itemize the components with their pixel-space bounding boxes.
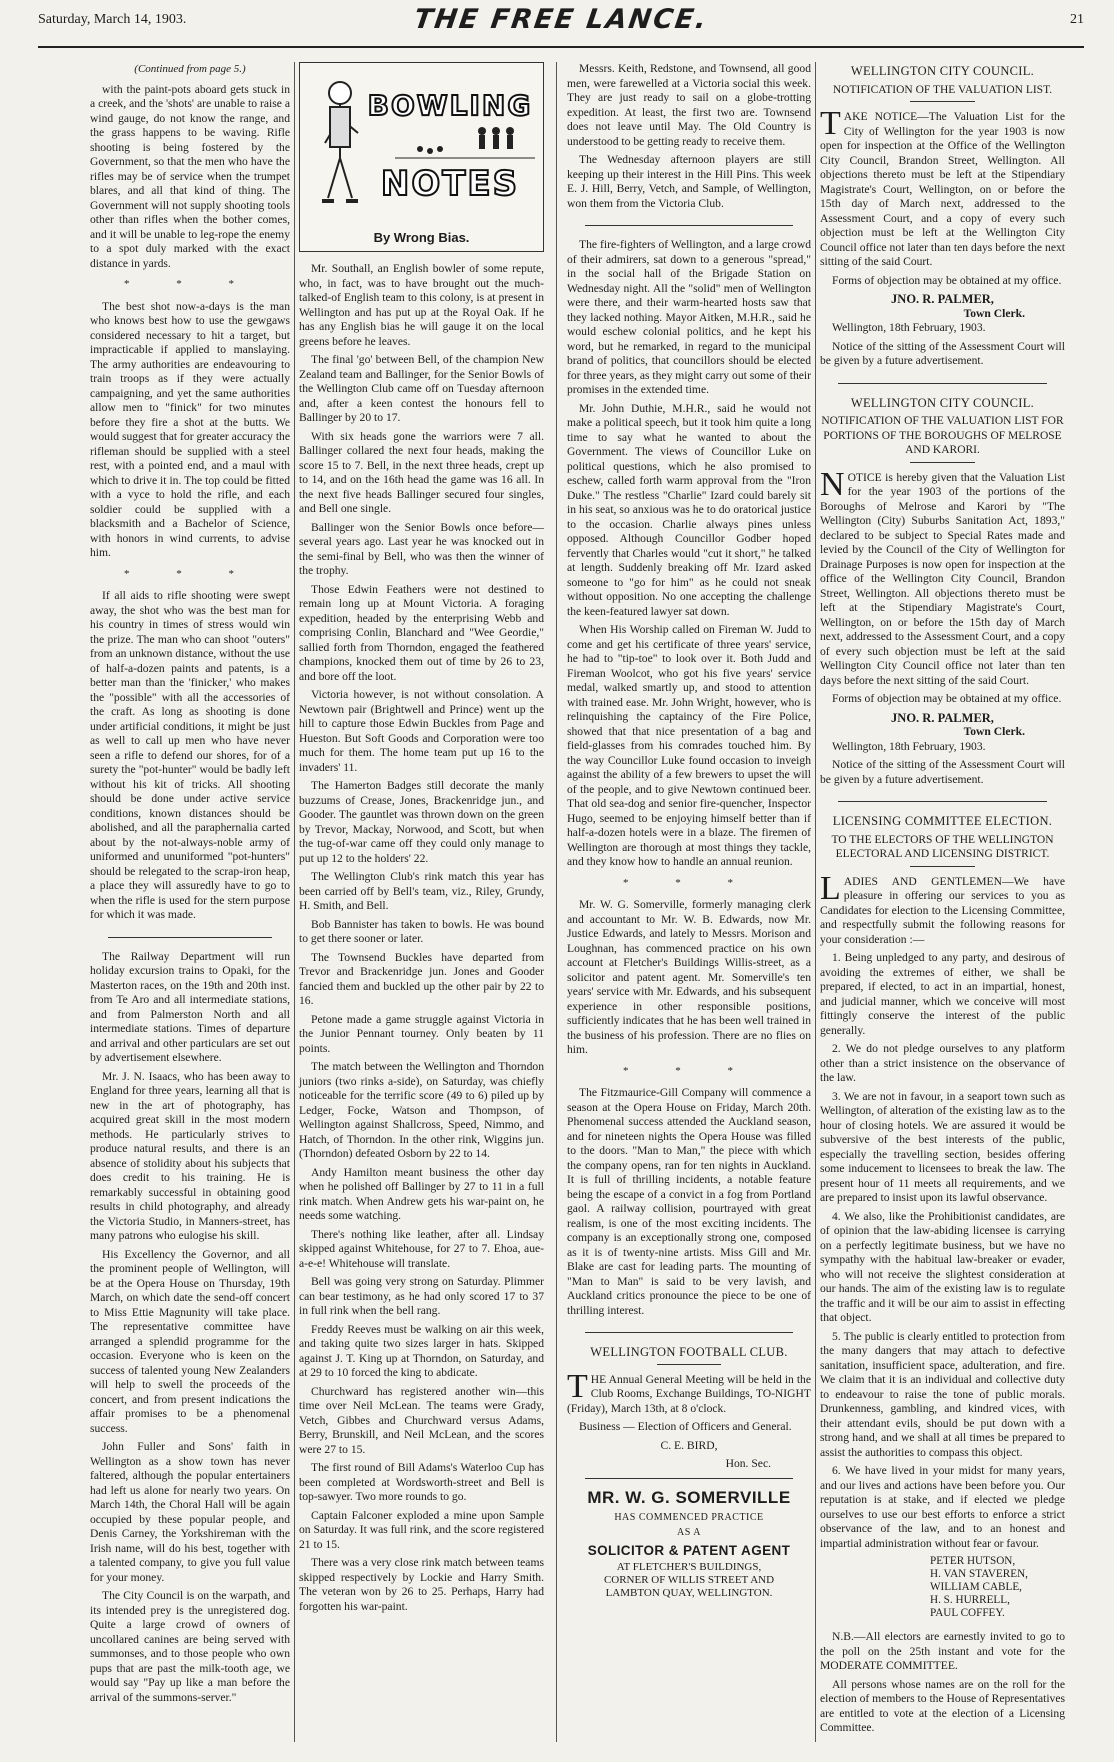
notice1-org: WELLINGTON CITY COUNCIL. <box>850 64 1035 78</box>
election-point: 1. Being unpledged to any party, and desirous of avoiding the extremes of either, we shall be prepared, if elected, to act in an impartial, honest, and judicial manner, which we conceive will most fittingly conserve the interest of the public generally. <box>820 951 1065 1037</box>
football-business: Business — Election of Officers and General. <box>579 1420 792 1433</box>
election-nb: N.B.—All electors are earnestly invited to go to the poll on the 25th instant and vote for the MODERATE COMMITTEE. <box>820 1630 1065 1672</box>
ad-address-3: LAMBTON QUAY, WELLINGTON. <box>605 1586 773 1599</box>
notice2-title: NOTIFICATION OF THE VALUATION LIST FOR PORTIONS OF THE BOROUGHS OF MELROSE AND KARORI. <box>821 415 1064 456</box>
dropcap: T <box>567 1367 588 1405</box>
article-separator <box>585 1478 793 1479</box>
column-3 <box>567 62 811 1600</box>
article-paragraph: Bob Bannister has taken to bowls. He was bound to get there sooner or later. <box>299 917 544 945</box>
column-1 <box>90 62 290 1709</box>
column-4 <box>820 62 1065 1740</box>
issue-date: Saturday, March 14, 1903. <box>38 12 187 27</box>
article-paragraph: Ballinger won the Senior Bowls once before—several years ago. Last year he was knocked out in the semi-final by Bell, who was then the winner of the trophy. <box>299 520 544 577</box>
article-paragraph: Freddy Reeves must be walking on air this week, and taking quite two sizes larger in hats. Skipped against J. T. King up at Thorndon, on Saturday, and at 29 to 10 forced the king to abdicate. <box>299 1322 544 1379</box>
election-intro <box>820 869 1065 948</box>
heading-rule <box>910 101 975 102</box>
paper-name: THE FREE LANCE. <box>412 4 710 35</box>
ad-name: MR. W. G. SOMERVILLE <box>587 1487 791 1507</box>
article-paragraph: The Townsend Buckles have departed from Trevor and Brackenridge jun. Jones and Gooder fancied them and buckled up the other pair by 22 to 16. <box>299 950 544 1007</box>
notice2-footer: Notice of the sitting of the Assessment Court will be given by a future advertisement. <box>820 758 1065 786</box>
notice2-body-text: OTICE is hereby given that the Valuation List for the year 1903 of the portions of the Boroughs of Melrose and Karori by "The Wellington (City) Suburbs Sanitation Act, 1893," declared to be subject to Special Rates made and levied by the Council of the City of Wellington for Drainage Purposes is now open for inspection at the office of the Wellington City Council, Brandon Street, Wellington. All objections thereto must be left at the Stipendiary Magistrate's Court, Wellington, on or before the 15th day of March next, addressed to the Assessment Court, and a copy of every such objection must be left at the said Wellington City Council office not later than ten days before the next sitting of the said Court. <box>820 470 1065 687</box>
article-paragraph: Those Edwin Feathers were not destined to remain long up at Mount Victoria. A foraging expedition, headed by the enterprising Webb and comprising Conlin, Blanchard and "Wee Geordie," sallied forth from Thorndon, engaged the feathered champions, knocked them out of time by 26 to 23, and bore off the loot. <box>299 582 544 683</box>
election-point: 5. The public is clearly entitled to protection from the many dangers that may attach to defective sanitation, insufficient space, adulteration, and fire. We claim that it is an individual and collective duty to endeavour to raise the tone of public morals. Drunkenness, gambling, and kindred vices, with their attendant evils, should be put down with a strong hand, and we shall at all times be prepared to assist the authorities to compass this object. <box>820 1329 1065 1459</box>
article-paragraph: Bell was going very strong on Saturday. Plimmer can bear testimony, as he had only scored 17 to 37 in full rink when the bell rang. <box>299 1275 544 1317</box>
article-paragraph: Captain Falconer exploded a mine upon Sample on Saturday. It was full rink, and the score registered 21 to 15. <box>299 1508 544 1551</box>
signer-name: H. S. HURRELL, <box>930 1594 1010 1606</box>
byline: By Wrong Bias. <box>373 229 470 245</box>
article-paragraph: Andy Hamilton meant business the other day when he polished off Ballinger by 27 to 11 in a full rink match. When Andrew gets his war-paint on, he needs some watching. <box>299 1165 544 1222</box>
article-separator <box>585 1332 793 1333</box>
football-notice-body: HE Annual General Meeting will be held in the Club Rooms, Exchange Buildings, TO-NIGHT (Friday), March 13th, at 8 o'clock. <box>567 1372 811 1415</box>
article-paragraph: If all aids to rifle shooting were swept away, the shot who was the best man for his country in times of stress would win the prize. The man who can shoot "outers" from an unknown distance, without the use of half-a-dozen paints and patents, is a better man than the 'finicker,' who makes the "possible" with all the accessories of the craft. As long as shooting is done under artificial conditions, it might be just as well to call up men who have never seen a rifle to defend our shores, for of a surety the "pot-hunter" would be badly left without his kit of tricks. All shooting should be done under active service conditions, known distances should be abolished, and all the paraphernalia carted about by the not-always-noble army of uniformed and ununiformed "pot-hunters" should be relegated to the scrap-iron heap, a place they will assuredly have to go to when the rifle is used for the stern purpose for which it was made. <box>90 589 290 921</box>
article-paragraph: When His Worship called on Fireman W. Judd to come and get his certificate of three years' service, he had to "tip-toe" to look over it. Both Judd and Fireman Woolcot, who got his five years' service medal, walked smartly up, and stood to attention with trained ease. Mr. John Wright, however, who is relinquishing the captaincy of the Fire Police, showed that that nice presentation of a bag and field-glasses from his comrades touched him. By the way Councillor Luke found occasion to inveigh against the ability of a few brewers to upset the will of the people, and to give Newtown continued beer. That old sea-dog and senior fire-quencher, Inspector Hugo, seemed to be enjoying himself better than if half-a-dozen hotels were in a blaze. The firemen of Wellington are thorough at most things they tackle, and they know how to handle an annual reunion. <box>567 623 811 868</box>
signer-name: PETER HUTSON, <box>930 1555 1016 1567</box>
page-number: 21 <box>1070 12 1084 27</box>
dropcap: N <box>820 465 845 503</box>
article-paragraph: John Fuller and Sons' faith in Wellington as a show town has never faltered, although the popular entertainers had left us alone for nearly two years. On March 14th, the Choral Hall will be again occupied by these popular people, and Denis Carney, the Yorkshireman with the Irish name, will do his best, together with a talented company, to give you full value for your money. <box>90 1440 290 1584</box>
notice2-forms: Forms of objection may be obtained at my office. <box>832 692 1062 705</box>
article-paragraph: The City Council is on the warpath, and its intended prey is the unregistered dog. Quite a large crowd of owners of uncollared canines are being served with summonses, and to those people who own pups that are past the milk-tooth age, we would say "Pay up like a man before the arrival of the summons-server." <box>90 1589 290 1704</box>
column-divider <box>556 62 557 1742</box>
election-point: 4. We also, like the Prohibitionist candidates, are of opinion that the law-abiding licensee is carrying on a perfectly legitimate business, but we have no sympathy with the habitual law-breaker or evader, who will not receive the slightest consideration at our hands. The aim of the existing law is to regulate the traffic and it will be our aim to assist in effecting that object. <box>820 1209 1065 1324</box>
heading-rule <box>657 1364 721 1365</box>
section-stars: * * * <box>623 876 755 889</box>
signer-name: PAUL COFFEY. <box>930 1607 1005 1619</box>
dropcap: L <box>820 869 841 907</box>
signer-name: H. VAN STAVEREN, <box>930 1568 1028 1580</box>
article-paragraph: The match between the Wellington and Thorndon juniors (two rinks a-side), on Saturday, was chiefly noticeable for the terrific score (49 to 6) piled up by Ledger, Focke, Watson and Thompson, of Wellington against Shallcross, Speed, Nimmo, and Hatch, of Thorndon. In the other rink, Wiggins jun. (Thorndon) defeated Osborn by 22 to 14. <box>299 1060 544 1160</box>
football-notice <box>567 1367 811 1417</box>
notice2-date: Wellington, 18th February, 1903. <box>832 739 986 753</box>
election-title: LICENSING COMMITTEE ELECTION. <box>832 814 1053 828</box>
notice2-body <box>820 465 1065 689</box>
notice1-signer-role: Town Clerk. <box>963 306 1025 320</box>
ad-line2: AS A <box>677 1526 701 1538</box>
article-paragraph: The fire-fighters of Wellington, and a large crowd of their admirers, sat down to a generous "spread," in the social hall of the Brigade Station on Wednesday night. All the "solid" men of Wellington were there, and their warm-hearted hosts saw that they lacked nothing. Mayor Aitken, M.H.R., said he would eschew colonial politics, and he kept his word, but he remarked, in regard to the municipal brand of politics, that councillors should be elected for three years, as they might carry out some of their promises in the extended time. <box>567 238 811 396</box>
masthead <box>38 4 1084 38</box>
section-stars: * * * <box>124 567 256 580</box>
article-paragraph: Messrs. Keith, Redstone, and Townsend, all good men, were farewelled at a Victoria social this week. They are just ready to sail on a globe-trotting expedition. At least, the first two are. Townsend does not leave until May. The Old Country is understood to be getting ready to receive them. <box>567 62 811 148</box>
section-stars: * * * <box>623 1064 755 1077</box>
article-paragraph: There's nothing like leather, after all. Lindsay skipped against Whitehouse, for 27 to 7. Ehoa, aue-a-e-e! Whitehouse will translate. <box>299 1227 544 1270</box>
notice1-body <box>820 105 1065 270</box>
article-separator <box>585 225 793 226</box>
banner-title-bottom: NOTES <box>380 164 520 204</box>
article-paragraph: The Fitzmaurice-Gill Company will commence a season at the Opera House on Friday, March 20th. Phenomenal success attended the Auckland season, and for nineteen nights the Opera House was filled to the doors. "Man to Man," the piece with which the company opens, ran for ten nights in Auckland. It is full of thrilling incidents, a notable feature being the escape of a convict in a fog from Portland gaol. A railway collision, pourtrayed with great realism, is one of the most exciting incidents. The company is an exceptionally strong one, composed as it is of twenty-nine artists. Miss Gill and Mr. Blake are cast for leading parts. The mounting of "Man to Man" is said to be very lavish, and Auckland critics pronounce the piece to be one of thrilling interest. <box>567 1086 811 1317</box>
column-divider <box>294 62 295 1742</box>
article-paragraph: Churchward has registered another win—this time over Neil McLean. The teams were Grady, Vetch, Gibbes and Churchward versus Adams, Berry, Brunskill, and Neil McLean, and the scores were 27 to 15. <box>299 1384 544 1456</box>
notice2-signer: JNO. R. PALMER, <box>891 710 994 725</box>
article-paragraph: Victoria however, is not without consolation. A Newtown pair (Brightwell and Prince) went up the hill to capture those Edwin Buckles from Page and Hueston. But Soft Goods and Corporation were too much for them. The home team put up 16 to the invaders' 11. <box>299 688 544 774</box>
notice2-org: WELLINGTON CITY COUNCIL. <box>850 395 1035 410</box>
article-paragraph: Mr. W. G. Somerville, formerly managing clerk and accountant to Mr. W. B. Edwards, now Mr. Justice Edwards, and lately to Messrs. Morison and Loughnan, has commenced practice on his own account at Fletcher's Buildings Willis-street, as a solicitor and patent agent. Mr. Somerville's ten years' service with Mr. Edwards, and his subsequent experience in other responsible positions, sufficiently indicates that he has been well trained in the business of his profession. There are no flies on him. <box>567 898 811 1056</box>
article-paragraph: The final 'go' between Bell, of the champion New Zealand team and Ballinger, for the Senior Bowls of the Wellington Club came off on Tuesday afternoon and, after a keen contest the honours fell to Ballinger by 20 to 17. <box>299 353 544 424</box>
article-paragraph: With six heads gone the warriors were 7 all. Ballinger collared the next four heads, making the score 15 to 7. Bell, in the next three heads, crept up to 14, and on the 16th head the game was 16 all. In the next five heads Ballinger secured four singles, and Bell one single. <box>299 429 544 515</box>
article-separator <box>108 937 272 938</box>
column-divider <box>815 62 816 1742</box>
ad-line1: HAS COMMENCED PRACTICE <box>614 1512 764 1523</box>
ad-address-2: CORNER OF WILLIS STREET AND <box>603 1573 775 1586</box>
article-paragraph: There was a very close rink match between teams skipped respectively by Lockie and Harry Smith. The veteran won by 26 to 25. Perhaps, Harry had forgotten his war-paint. <box>299 1556 544 1613</box>
section-stars: * * * <box>124 278 256 290</box>
notice1-forms: Forms of objection may be obtained at my office. <box>832 273 1062 287</box>
notice1-title: NOTIFICATION OF THE VALUATION LIST. <box>832 83 1053 96</box>
ad-profession: SOLICITOR & PATENT AGENT <box>587 1543 791 1558</box>
dropcap: T <box>820 105 841 142</box>
continued-note: (Continued from page 5.) <box>134 63 246 75</box>
football-signer: C. E. BIRD, <box>660 1438 718 1452</box>
article-separator <box>838 801 1047 802</box>
heading-rule <box>910 462 975 463</box>
article-paragraph: The Wellington Club's rink match this year has been carried off by Bell's team, viz., Riley, Grundy, H. Smith, and Bell. <box>299 870 544 912</box>
notice1-date: Wellington, 18th February, 1903. <box>832 321 986 334</box>
election-point: 2. We do not pledge ourselves to any platform other than a strict insistence on the observance of the law. <box>820 1042 1065 1084</box>
notice1-footer: Notice of the sitting of the Assessment Court will be given by a future advertisement. <box>820 339 1065 367</box>
notice2-signer-role: Town Clerk. <box>963 725 1025 738</box>
article-paragraph: The Railway Department will run holiday excursion trains to Opaki, for the Masterton races, on the 19th and 20th inst. from Te Aro and all intermediate stations, and from Palmerston North and all intermediate stations. Times of departure and arrival and other particulars are set out by advertisement elsewhere. <box>90 949 290 1064</box>
column-2 <box>299 62 544 1618</box>
election-nb2: All persons whose names are on the roll for the election of members to the House of Representatives are entitled to vote at the election of a Licensing Committee. <box>820 1677 1066 1734</box>
signer-name: WILLIAM CABLE, <box>930 1581 1022 1593</box>
article-paragraph: His Excellency the Governor, and all the prominent people of Wellington, will be at the Opera House on Thursday, 19th March, on which date the send-off concert to Miss Ettie Magnunity will take place. The representative committee have arranged a splendid programme for the occasion. Everyone who is keen on the success of talented young New Zealanders will help to swell the proceeds of the concert, and from present indications the affair promises to be a phenomenal success. <box>90 1247 290 1435</box>
article-paragraph: with the paint-pots aboard gets stuck in a creek, and the 'shots' are unable to raise a wind gauge, do not know the range, and the grass happens to be waving. Rifle shooting is being fostered by the Government, so that the men who have the rifles may be of service when the trumpet blares, and all that kind of thing. The Government will not supply shooting tools other than rifles when the bother comes, and it will be unable to leg-rope the enemy to a spot duly marked with the exact distance in yards. <box>90 82 290 270</box>
bowling-illustration <box>300 63 544 252</box>
notice1-signer: JNO. R. PALMER, <box>891 292 994 306</box>
election-point: 3. We are not in favour, in a seaport town such as Wellington, of alteration of the existing law as to the hour of closing hotels. We are assured it would be subversive of the best interests of the public, especially the travelling section, besides offering some inducement to licensees to break the law. The present hour of 11 meets all requirements, and we are prepared to insist upon its lawful observance. <box>820 1089 1065 1204</box>
article-paragraph: Mr. John Duthie, M.H.R., said he would not make a political speech, but it took him quite a long time to say what he wanted to about the Government. The views of Councillor Luke on political questions, which he also promised to eschew, called forth warm approval from the "Iron Duke." The restless "Charlie" Izard could barely sit in his seat, so anxious was he to do oratorical justice to the occasion. Charlie always pines unless opposed. Although Councillor Godber hoped fervently that Charles would "cut it short," he talked at length. Suddenly breaking off Mr. Izard asked someone to "go for him" as he could not sneak without opposition. No one accepting the challenge the keen-featured lawyer sat down. <box>567 401 811 618</box>
football-signer-role: Hon. Sec. <box>725 1457 771 1470</box>
article-separator <box>838 383 1047 384</box>
article-paragraph: Mr. Southall, an English bowler of some repute, who, in fact, was to have brought out the much-talked-of English team to this colony, is at present in Wellington and has put up at the Royal Oak. If he has any English bias he will gauge it on the local greens before he leaves. <box>299 262 544 348</box>
election-point: 6. We have lived in your midst for many years, and our lives and actions have been before you. Our reputation is at stake, and if elected we pledge ourselves to use our best efforts to enforce a strict observance of the law, and to an honest and impartial administration without fear or favour. <box>820 1464 1065 1550</box>
election-intro-text: ADIES AND GENTLEMEN—We have pleasure in offering our services to you as Candidates for election to the Licensing Committee, and respectfully submit the following reasons for your consideration :— <box>820 874 1065 946</box>
article-paragraph: Petone made a game struggle against Victoria in the Junior Pennant tourney. Only beaten by 11 points. <box>299 1012 544 1055</box>
heading-rule <box>910 866 975 867</box>
election-signers <box>930 1555 1065 1620</box>
article-paragraph: The first round of Bill Adams's Waterloo Cup has been completed at Wordsworth-street and Bell is top-sawyer. Two more rounds to go. <box>299 1461 544 1503</box>
football-club-title: WELLINGTON FOOTBALL CLUB. <box>590 1345 788 1359</box>
banner-title-top: BOWLING <box>367 89 533 122</box>
article-paragraph: The Wednesday afternoon players are still keeping up their interest in the Hill Pins. This week E. J. Hill, Berry, Vetch, and Sample, of Wellington, won them from the Victoria Club. <box>567 153 811 210</box>
article-paragraph: Mr. J. N. Isaacs, who has been away to England for three years, learning all that is new in the art of photography, has acquired great skill in the most modern methods. He particularly strives to produce natural results, and there is an absence of stolidity about his subjects that does credit to his training. He is remarkably successful in obtaining good results in child photography, and already the Victoria Studio, in Manners-street, has many patrons who eulogise his skill. <box>90 1069 290 1242</box>
bowling-notes-banner <box>299 62 544 252</box>
ad-address-1: AT FLETCHER'S BUILDINGS, <box>616 1560 762 1573</box>
article-paragraph: The Hamerton Badges still decorate the manly buzzums of Crease, Jones, Brackenridge jun., and Gooder. The gauntlet was thrown down on the green by Trevor, Mackay, Norwood, and Scott, but when the tug-of-war came off they could only manage to put up 12 to the holders' 22. <box>299 779 544 865</box>
election-to: TO THE ELECTORS OF THE WELLINGTON ELECTORAL AND LICENSING DISTRICT. <box>831 833 1054 860</box>
notice1-body-text: AKE NOTICE—The Valuation List for the City of Wellington for the year 1903 is now open for inspection at the Office of the Wellington City Council, Brandon Street, Wellington. All objections thereto must be left at the Stipendiary Magistrate's Court, Wellington, on or before the 15th day of March next, addressed to the Assessment Court, and a copy of every such objection must be left at the Wellington City Council office not later than ten days before the next sitting of the said Court. <box>820 110 1065 268</box>
article-paragraph: The best shot now-a-days is the man who knows best how to use the gewgaws considered necessary to hit a target, but impracticable if applied to manslaying. The army authorities are endeavouring to train troops as if they were actually campaigning, and yet the same authorities allow men to "finick" for two minutes before they fire a shot at the butts. We would suggest that for greater accuracy the rifleman should be supplied with a steel rest, with a pointed end, and a maul with which to drive it in. The top could be fitted with a vyce to hold the rifle, and each soldier could be supplied with a blacksmith and a Bachelor of Science, with honors in wind currents, to advise him. <box>90 299 290 559</box>
header-rule <box>38 46 1084 48</box>
